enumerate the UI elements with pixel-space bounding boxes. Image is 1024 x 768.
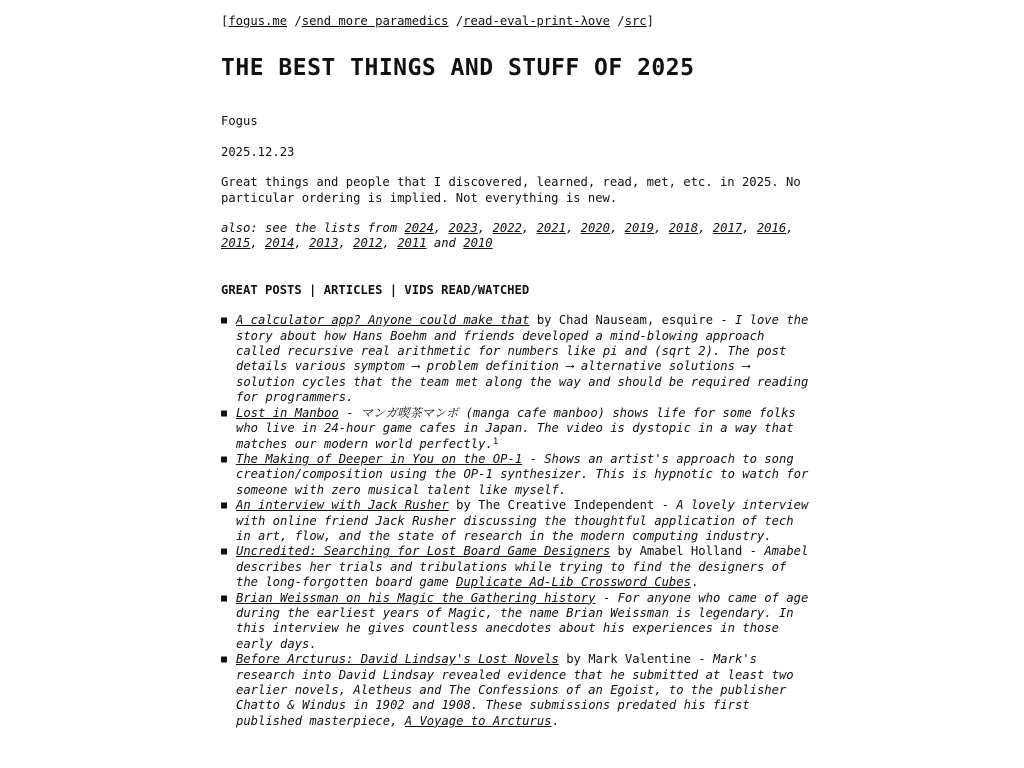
nav-link-read-eval-print-love[interactable]: read-eval-print-λove	[463, 14, 610, 28]
item-description: For anyone who came of age during the earliest years of Magic, the name Brian Weissman is legendary. In this interview he gives countless anecdotes about his experiences in those early days.	[236, 590, 809, 651]
item-description: Amabel describes her trials and tribulations while trying to find the designers of the long-forgotten board game	[236, 544, 809, 590]
list-item	[221, 590, 811, 653]
year-link-2024[interactable]: 2024	[404, 221, 434, 236]
item-description: Shows an artist's approach to song creation/composition using the OP-1 synthesizer. This is hypnotic to watch for someone with zero musical talent like myself.	[236, 451, 809, 497]
bullet-icon: ■	[221, 500, 228, 512]
article-link[interactable]: Uncredited: Searching for Lost Board Game Designers	[236, 544, 611, 559]
bullet-icon: ■	[221, 546, 228, 558]
nav-link-fogus-me[interactable]: fogus.me	[228, 14, 288, 28]
section-heading: GREAT POSTS | ARTICLES | VIDS READ/WATCHED	[221, 282, 530, 297]
item-tail: .	[690, 575, 699, 590]
also-see-lists: also: see the lists from 2024, 2023, 2022, 2021, 2020, 2019, 2018, 2017, 2016, 2015, 2014, 2013, 2012, 2011 and 2010	[221, 221, 794, 251]
year-link-2023[interactable]: 2023	[448, 221, 478, 236]
article-link[interactable]: Brian Weissman on his Magic the Gathering history	[236, 590, 596, 605]
list-item	[221, 652, 811, 729]
year-link-2021[interactable]: 2021	[536, 221, 566, 236]
bullet-icon: ■	[221, 453, 228, 465]
inline-link[interactable]: A Voyage to Arcturus	[404, 713, 552, 728]
article-link[interactable]: Before Arcturus: David Lindsay's Lost Novels	[236, 652, 559, 667]
byline: by The Creative Independent -	[448, 498, 677, 513]
breadcrumb-open: [	[221, 14, 229, 28]
byline: by Mark Valentine -	[558, 652, 713, 667]
article-link[interactable]: A calculator app? Anyone could make that	[236, 313, 530, 328]
year-link-2016[interactable]: 2016	[756, 221, 787, 236]
byline: -	[595, 590, 618, 605]
inline-link[interactable]: Duplicate Ad-Lib Crossword Cubes	[456, 575, 691, 590]
year-link-2018[interactable]: 2018	[668, 221, 699, 236]
year-link-2019[interactable]: 2019	[624, 221, 655, 236]
byline: -	[522, 451, 545, 466]
article-link[interactable]: Lost in Manboo	[236, 405, 339, 420]
year-link-2011[interactable]: 2011	[397, 236, 427, 251]
year-link-2012[interactable]: 2012	[353, 236, 383, 251]
post-list	[221, 313, 811, 729]
breadcrumb: [fogus.me /send more paramedics /read-eval-print-λove /src]	[221, 14, 654, 28]
item-tail: .	[551, 713, 559, 728]
year-link-2013[interactable]: 2013	[309, 236, 339, 251]
byline: by Amabel Holland -	[610, 544, 765, 559]
intro-text: Great things and people that I discovered, learned, read, met, etc. in 2025. No particular ordering is implied. Not everything is new.	[221, 175, 801, 205]
bullet-icon: ■	[221, 654, 228, 666]
page-content	[221, 14, 811, 729]
list-item	[221, 451, 811, 498]
item-description: マンガ喫茶マンボ (manga cafe manboo) shows life for some folks who live in 24-hour game cafes in Japan. The video is dystopic in a way that matches our modern world perfectly.	[236, 405, 796, 451]
author: Fogus	[221, 114, 258, 129]
bullet-icon: ■	[221, 315, 228, 327]
item-description: Mark's research into David Lindsay revealed evidence that he submitted at least two earlier novels, Aletheus and The Confessions of an Egoist, to the publisher Chatto & Windus in 1902 and 1908. These submissions predated his first published masterpiece,	[236, 652, 794, 728]
byline: by Chad Nauseam, esquire -	[529, 313, 735, 328]
nav-link-src[interactable]: src	[624, 14, 647, 28]
year-link-2015[interactable]: 2015	[221, 236, 251, 251]
year-link-2010[interactable]: 2010	[463, 236, 493, 251]
bullet-icon: ■	[221, 407, 228, 419]
year-link-2017[interactable]: 2017	[712, 221, 743, 236]
year-link-2014[interactable]: 2014	[265, 236, 295, 251]
year-link-2020[interactable]: 2020	[580, 221, 610, 236]
list-item	[221, 498, 811, 544]
list-item	[221, 313, 811, 405]
post-date: 2025.12.23	[221, 144, 295, 159]
bullet-icon: ■	[221, 592, 228, 604]
article-link[interactable]: An interview with Jack Rusher	[236, 498, 449, 513]
list-item	[221, 405, 811, 452]
item-description: A lovely interview with online friend Jack Rusher discussing the thoughtful application of tech in art, flow, and the state of research in the modern computing industry.	[236, 498, 809, 543]
footnote-marker[interactable]: 1	[492, 436, 499, 447]
year-link-2022[interactable]: 2022	[492, 221, 522, 236]
list-item	[221, 544, 811, 590]
byline: -	[338, 405, 361, 420]
item-description: I love the story about how Hans Boehm and friends developed a mind-blowing approach called recursive real arithmetic for numbers like pi and (sqrt 2). The post details various symptom ⟶ problem definition ⟶ alternative solutions ⟶ solution cycles that the team met along the way and should be required reading for programmers.	[236, 313, 809, 405]
article-link[interactable]: The Making of Deeper in You on the OP-1	[236, 451, 523, 466]
page-title: THE BEST THINGS AND STUFF OF 2025	[221, 55, 695, 82]
nav-link-send-more-paramedics[interactable]: send more paramedics	[301, 14, 449, 28]
